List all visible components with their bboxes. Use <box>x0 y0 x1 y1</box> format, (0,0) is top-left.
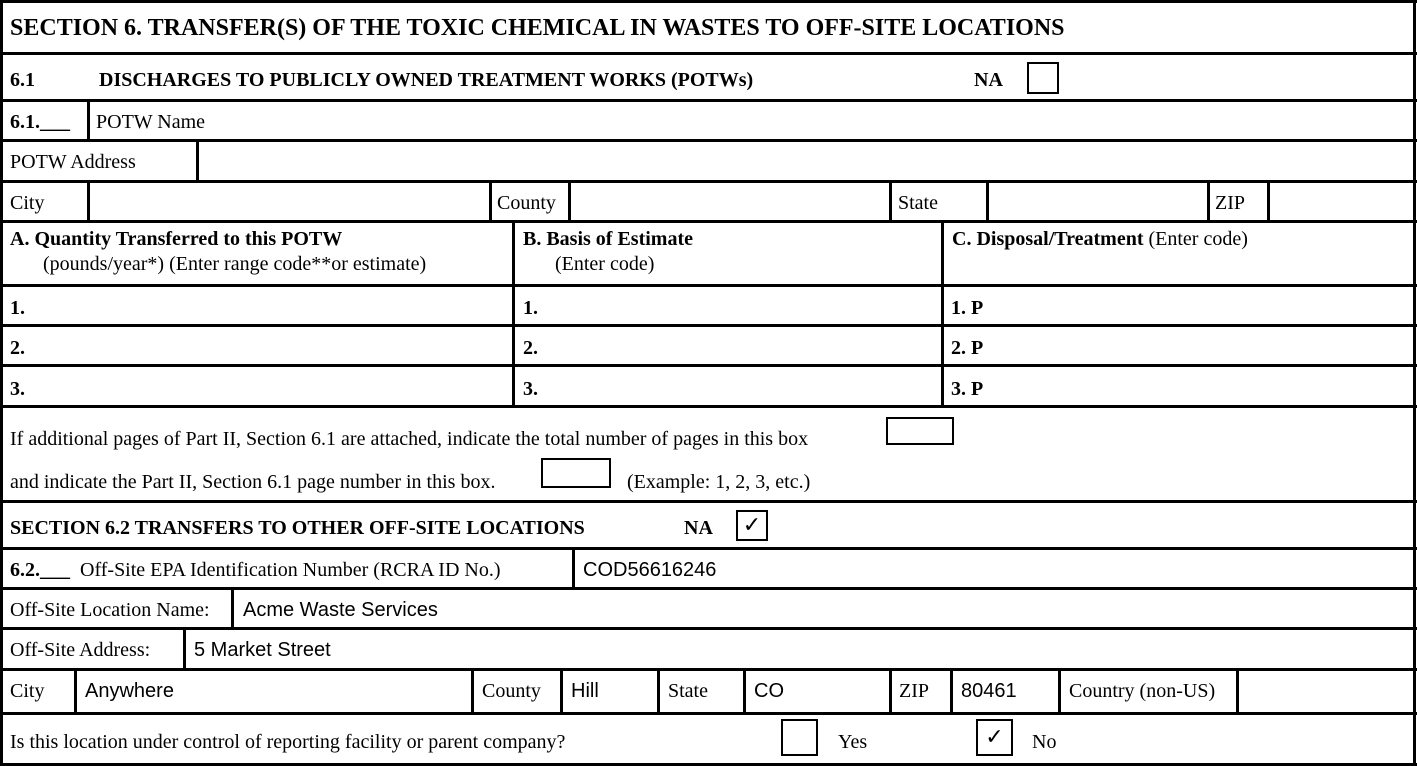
rule <box>0 99 1417 102</box>
rule <box>572 547 575 589</box>
section-6-1-na-checkbox[interactable] <box>1027 62 1059 94</box>
rule <box>0 52 1417 55</box>
potw-sub-number: 6.1.___ <box>10 111 70 133</box>
rule <box>1267 180 1270 222</box>
col-a-subtitle: (pounds/year*) (Enter range code**or estimate) <box>43 253 427 275</box>
rule <box>560 668 563 714</box>
rule <box>0 547 1417 550</box>
yes-checkbox[interactable] <box>781 719 818 756</box>
potw-zip-field[interactable] <box>1273 184 1411 218</box>
row-3-col-a[interactable]: 3. <box>10 378 25 400</box>
rule <box>87 99 90 141</box>
potw-state-field[interactable] <box>992 184 1205 218</box>
col-c-title: C. Disposal/Treatment <box>952 228 1144 250</box>
col-a-title: A. Quantity Transferred to this POTW <box>10 228 343 250</box>
rule <box>743 668 746 714</box>
rule <box>471 668 474 714</box>
potw-address-field[interactable] <box>202 143 1410 178</box>
zip-label: ZIP <box>899 680 929 702</box>
row-1-col-c[interactable]: 1. P <box>951 297 984 319</box>
rule <box>231 587 234 629</box>
potw-name-field[interactable] <box>240 103 1410 137</box>
city-field[interactable]: Anywhere <box>85 680 174 702</box>
section-6-2-na-label: NA <box>684 517 713 539</box>
rule <box>87 180 90 222</box>
address-field[interactable]: 5 Market Street <box>194 639 331 661</box>
rule <box>0 500 1417 503</box>
rule <box>657 668 660 714</box>
no-label: No <box>1032 731 1057 753</box>
control-question: Is this location under control of reporting facility or parent company? <box>10 731 566 753</box>
rule <box>196 139 199 182</box>
potw-city-label: City <box>10 192 45 214</box>
rule <box>1236 668 1239 714</box>
row-1-col-b[interactable]: 1. <box>523 297 538 319</box>
county-field[interactable]: Hill <box>571 680 599 702</box>
rule <box>74 668 77 714</box>
rule <box>0 0 1417 3</box>
row-1-col-a[interactable]: 1. <box>10 297 25 319</box>
zip-field[interactable]: 80461 <box>961 680 1017 702</box>
rule <box>950 668 953 714</box>
no-checkbox[interactable]: ✓ <box>976 719 1013 756</box>
potw-county-label: County <box>497 192 556 214</box>
section-6-2-na-checkbox[interactable]: ✓ <box>736 510 768 541</box>
rule <box>0 364 1417 367</box>
row-2-col-a[interactable]: 2. <box>10 337 25 359</box>
rule <box>941 220 944 407</box>
location-name-label: Off-Site Location Name: <box>10 599 210 621</box>
potw-city-field[interactable] <box>93 184 487 218</box>
rule <box>489 180 492 222</box>
potw-zip-label: ZIP <box>1215 192 1245 214</box>
epa-id-field[interactable]: COD56616246 <box>583 559 717 581</box>
rule <box>889 668 892 714</box>
rule <box>0 668 1417 671</box>
row-2-col-c[interactable]: 2. P <box>951 337 984 359</box>
epa-id-line <box>10 559 501 581</box>
yes-label: Yes <box>838 731 868 753</box>
rule <box>0 0 3 766</box>
section-6-title: SECTION 6. TRANSFER(S) OF THE TOXIC CHEMICAL IN WASTES TO OFF-SITE LOCATIONS <box>10 15 1065 41</box>
state-field[interactable]: CO <box>754 680 784 702</box>
section-6-2-heading: SECTION 6.2 TRANSFERS TO OTHER OFF-SITE LOCATIONS <box>10 517 585 539</box>
row-2-col-b[interactable]: 2. <box>523 337 538 359</box>
city-label: City <box>10 680 45 702</box>
col-c-subtitle: (Enter code) <box>1148 228 1248 250</box>
additional-pages-text: If additional pages of Part II, Section 6.1 are attached, indicate the total number of pages in this box <box>10 428 809 450</box>
col-b-subtitle: (Enter code) <box>555 253 655 275</box>
page-number-text: and indicate the Part II, Section 6.1 page number in this box. <box>10 471 496 493</box>
potw-name-label: POTW Name <box>96 111 206 133</box>
col-c-header <box>952 228 1248 250</box>
rule <box>1207 180 1210 222</box>
rule <box>0 220 1417 223</box>
section-6-1-number: 6.1 <box>10 69 35 91</box>
example-text: (Example: 1, 2, 3, etc.) <box>627 471 811 493</box>
location-name-field[interactable]: Acme Waste Services <box>243 599 438 621</box>
section-6-1-heading: DISCHARGES TO PUBLICLY OWNED TREATMENT WORKS (POTWs) <box>99 69 754 91</box>
rule <box>183 627 186 670</box>
country-label: Country (non-US) <box>1069 680 1216 702</box>
rule <box>0 587 1417 590</box>
address-label: Off-Site Address: <box>10 639 151 661</box>
section-6-1-na-label: NA <box>974 69 1003 91</box>
rule <box>0 627 1417 630</box>
rule <box>0 284 1417 287</box>
rule <box>1058 668 1061 714</box>
state-label: State <box>668 680 708 702</box>
page-number-box[interactable] <box>541 458 611 488</box>
rule <box>0 712 1417 715</box>
rule <box>0 180 1417 183</box>
rule <box>512 220 515 407</box>
county-label: County <box>482 680 541 702</box>
total-pages-box[interactable] <box>886 417 954 445</box>
section-6-2-sub-number: 6.2.___ <box>10 559 70 581</box>
row-3-col-c[interactable]: 3. P <box>951 378 984 400</box>
rule <box>986 180 989 222</box>
col-b-title: B. Basis of Estimate <box>523 228 693 250</box>
potw-county-field[interactable] <box>574 184 887 218</box>
rule <box>889 180 892 222</box>
row-3-col-b[interactable]: 3. <box>523 378 538 400</box>
rule <box>1413 0 1416 766</box>
potw-state-label: State <box>898 192 938 214</box>
rule <box>568 180 571 222</box>
rule <box>0 139 1417 142</box>
epa-id-label: Off-Site EPA Identification Number (RCRA ID No.) <box>80 559 501 581</box>
rule <box>0 405 1417 408</box>
potw-address-label: POTW Address <box>10 151 136 173</box>
rule <box>0 324 1417 327</box>
